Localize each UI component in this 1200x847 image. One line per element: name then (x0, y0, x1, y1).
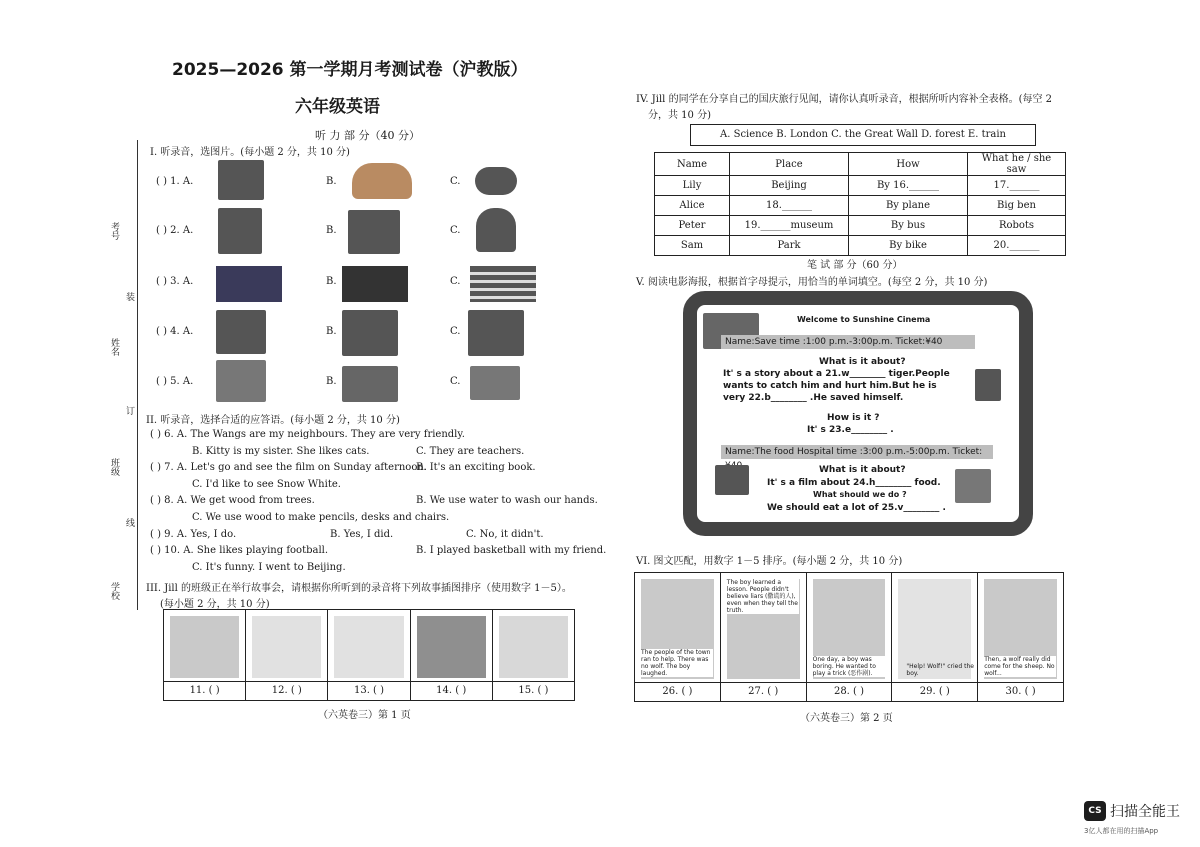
story-picture-28[interactable] (807, 573, 893, 701)
table-row (655, 176, 1066, 196)
q1-option-b-image[interactable] (352, 163, 412, 199)
caption-27: The boy learned a lesson. People didn't believe liars (撒谎的人), even when they tell the truth. (726, 579, 798, 614)
how-answer: It' s 23.e________ . (807, 425, 894, 435)
written-section-title: 笔 试 部 分（60 分） (807, 260, 903, 271)
table-cell: Lily (655, 176, 730, 196)
q7-option-a: ( ) 7. A. Let's go and see the film on Sunday afternoon. (150, 462, 427, 473)
side-label-class: 班级 (109, 458, 119, 476)
popcorn-icon (955, 469, 991, 503)
film1-question-about: What is it about? (819, 357, 906, 367)
q2-option-b-image[interactable] (348, 210, 400, 254)
part6-instruction: VI. 图文匹配，用数字 1－5 排序。(每小题 2 分，共 10 分) (636, 556, 903, 567)
camscanner-logo-icon: CS (1084, 801, 1106, 821)
q8-option-c: C. We use wood to make pencils, desks and chairs. (192, 512, 450, 523)
table-row (655, 196, 1066, 216)
part4-instruction: IV. Jill 的同学在分享自己的国庆旅行见闻，请你认真听录音，根据所听内容补全表格。(每空 2 (636, 94, 1053, 105)
story-picture-27[interactable] (721, 573, 807, 701)
table-cell: Beijing (730, 176, 849, 196)
story-label-13: 13. ( ) (328, 681, 409, 700)
story-picture-14[interactable] (411, 610, 493, 700)
part1-instruction: I. 听录音，选图片。(每小题 2 分，共 10 分) (150, 147, 350, 158)
table-row (655, 216, 1066, 236)
q4-label: ( ) 4. A. (156, 326, 194, 337)
story-picture-12[interactable] (246, 610, 328, 700)
story-picture-13[interactable] (328, 610, 410, 700)
table-cell: Sam (655, 236, 730, 256)
q4-option-c-image[interactable] (468, 310, 524, 356)
story-label-12: 12. ( ) (246, 681, 327, 700)
table-cell: Big ben (968, 196, 1066, 216)
caption-26: The people of the town ran to help. There was no wolf. The boy laughed. (641, 649, 713, 677)
answer-blank-20[interactable]: 20.______ (968, 236, 1066, 256)
part3-instruction: III. Jill 的班级正在举行故事会，请根据你所听到的录音将下列故事插图排序（使用数字 1－5）。 (146, 583, 572, 594)
film2-story: It' s a film about 24.h________ food. (767, 478, 941, 488)
q5-c-label: C. (450, 376, 461, 387)
table-header-name: Name (655, 153, 730, 176)
story-picture-26[interactable] (635, 573, 721, 701)
q1-label: ( ) 1. A. (156, 176, 194, 187)
part5-instruction: V. 阅读电影海报，根据首字母提示，用恰当的单词填空。(每空 2 分，共 10 分) (636, 277, 988, 288)
q8-option-a: ( ) 8. A. We get wood from trees. (150, 495, 315, 506)
film1-story-line3: very 22.b________ .He saved himself. (723, 393, 904, 403)
movie-camera-icon (715, 465, 749, 495)
story-label-30: 30. ( ) (978, 682, 1063, 701)
q4-option-a-image[interactable] (216, 310, 266, 354)
table-header-how: How (849, 153, 968, 176)
exam-title: 2025—2026 第一学期月考测试卷（沪教版） (172, 60, 528, 80)
binding-line (137, 140, 138, 610)
table-cell: By bike (849, 236, 968, 256)
story-label-11: 11. ( ) (164, 681, 245, 700)
q2-b-label: B. (326, 225, 337, 236)
table-cell: By plane (849, 196, 968, 216)
q2-option-c-image[interactable] (476, 208, 516, 252)
story-picture-29[interactable] (892, 573, 978, 701)
q6-option-a: ( ) 6. A. The Wangs are my neighbours. They are very friendly. (150, 429, 465, 440)
footer-page-1: （六英卷三）第 1 页 (318, 710, 411, 721)
q10-option-b: B. I played basketball with my friend. (416, 545, 607, 556)
answer-blank-16[interactable]: By 16.______ (849, 176, 968, 196)
side-label-xian: 线 (126, 519, 136, 529)
what-to-do-answer: We should eat a lot of 25.v________ . (767, 503, 946, 513)
table-cell: Robots (968, 216, 1066, 236)
q4-c-label: C. (450, 326, 461, 337)
q7-option-b: B. It's an exciting book. (416, 462, 536, 473)
side-label-ding: 订 (126, 407, 136, 417)
q5-option-b-image[interactable] (342, 366, 398, 402)
story-picture-30[interactable] (978, 573, 1063, 701)
q3-option-a-image[interactable] (216, 266, 282, 302)
table-header-saw: What he / she saw (968, 153, 1066, 176)
story-pictures-part6 (634, 572, 1064, 702)
q7-option-c: C. I'd like to see Snow White. (192, 479, 341, 490)
q1-b-label: B. (326, 176, 337, 187)
drink-cup-icon (975, 369, 1001, 401)
word-options-box: A. Science B. London C. the Great Wall D. forest E. train (690, 124, 1036, 146)
story-label-28: 28. ( ) (807, 682, 892, 701)
part3-score: (每小题 2 分，共 10 分) (160, 599, 270, 610)
footer-page-2: （六英卷三）第 2 页 (800, 713, 893, 724)
q5-label: ( ) 5. A. (156, 376, 194, 387)
q3-label: ( ) 3. A. (156, 276, 194, 287)
q5-option-a-image[interactable] (216, 360, 266, 402)
story-picture-15[interactable] (493, 610, 574, 700)
q5-b-label: B. (326, 376, 337, 387)
q10-option-a: ( ) 10. A. She likes playing football. (150, 545, 329, 556)
q9-option-b: B. Yes, I did. (330, 529, 394, 540)
poster-welcome: Welcome to Sunshine Cinema (797, 315, 931, 324)
side-label-exam-no: 考号 (109, 222, 119, 240)
q8-option-b: B. We use water to wash our hands. (416, 495, 598, 506)
q9-option-a: ( ) 9. A. Yes, I do. (150, 529, 237, 540)
table-cell: By bus (849, 216, 968, 236)
film1-story-line1: It' s a story about a 21.w________ tiger.People (723, 369, 950, 379)
table-row (655, 236, 1066, 256)
q6-option-b: B. Kitty is my sister. She likes cats. (192, 446, 370, 457)
q4-b-label: B. (326, 326, 337, 337)
story-label-27: 27. ( ) (721, 682, 806, 701)
caption-30: Then, a wolf really did come for the sheep. No wolf... (984, 656, 1055, 677)
grade-title: 六年级英语 (295, 97, 380, 117)
q2-option-a-image[interactable] (218, 208, 262, 254)
how-question: How is it ? (827, 413, 880, 423)
what-to-do-question: What should we do ? (813, 490, 907, 499)
listening-section-title: 听 力 部 分（40 分） (315, 129, 420, 142)
q3-option-c-image[interactable] (470, 266, 536, 302)
film2-question-about: What is it about? (819, 465, 906, 475)
story-label-26: 26. ( ) (635, 682, 720, 701)
q1-c-label: C. (450, 176, 461, 187)
table-header-place: Place (730, 153, 849, 176)
q6-option-c: C. They are teachers. (416, 446, 525, 457)
part4-instruction-cont: 分，共 10 分) (648, 110, 711, 121)
side-label-zhuang: 装 (126, 293, 136, 303)
caption-29: "Help! Wolf!" cried the boy. (906, 663, 974, 677)
q3-c-label: C. (450, 276, 461, 287)
side-label-name: 姓名 (109, 338, 119, 356)
film1-story-line2: wants to catch him and hurt him.But he is (723, 381, 937, 391)
q3-b-label: B. (326, 276, 337, 287)
q2-label: ( ) 2. A. (156, 225, 194, 236)
side-label-school: 学校 (109, 582, 119, 600)
story-pictures-part3 (163, 609, 575, 701)
story-label-14: 14. ( ) (411, 681, 492, 700)
answer-blank-17[interactable]: 17.______ (968, 176, 1066, 196)
movie-poster (683, 291, 1033, 536)
q4-option-b-image[interactable] (342, 310, 398, 356)
part2-instruction: II. 听录音，选择合适的应答语。(每小题 2 分，共 10 分) (146, 415, 400, 426)
watermark-brand: 扫描全能王 (1110, 804, 1180, 820)
watermark-subtitle: 3亿人都在用的扫描App (1084, 827, 1159, 835)
q2-c-label: C. (450, 225, 461, 236)
table-cell: Park (730, 236, 849, 256)
story-picture-11[interactable] (164, 610, 246, 700)
caption-28: One day, a boy was boring. He wanted to play a trick (恶作剧). (813, 656, 885, 677)
film1-info-band: Name:Save time :1:00 p.m.-3:00p.m. Ticket:¥40 (721, 335, 975, 349)
film2-info-band: Name:The food Hospital time :3:00 p.m.-5:00p.m. Ticket: (721, 445, 993, 459)
q3-option-b-image[interactable] (342, 266, 408, 302)
table-cell: Peter (655, 216, 730, 236)
travel-table (654, 152, 1066, 256)
table-cell: Alice (655, 196, 730, 216)
answer-blank-19[interactable]: 19.______museum (730, 216, 849, 236)
q9-option-c: C. No, it didn't. (466, 529, 544, 540)
story-label-15: 15. ( ) (493, 681, 574, 700)
answer-blank-18[interactable]: 18.______ (730, 196, 849, 216)
q10-option-c: C. It's funny. I went to Beijing. (192, 562, 346, 573)
q1-option-a-image[interactable] (218, 160, 264, 200)
story-label-29: 29. ( ) (892, 682, 977, 701)
q1-option-c-image[interactable] (475, 167, 517, 195)
q5-option-c-image[interactable] (470, 366, 520, 400)
